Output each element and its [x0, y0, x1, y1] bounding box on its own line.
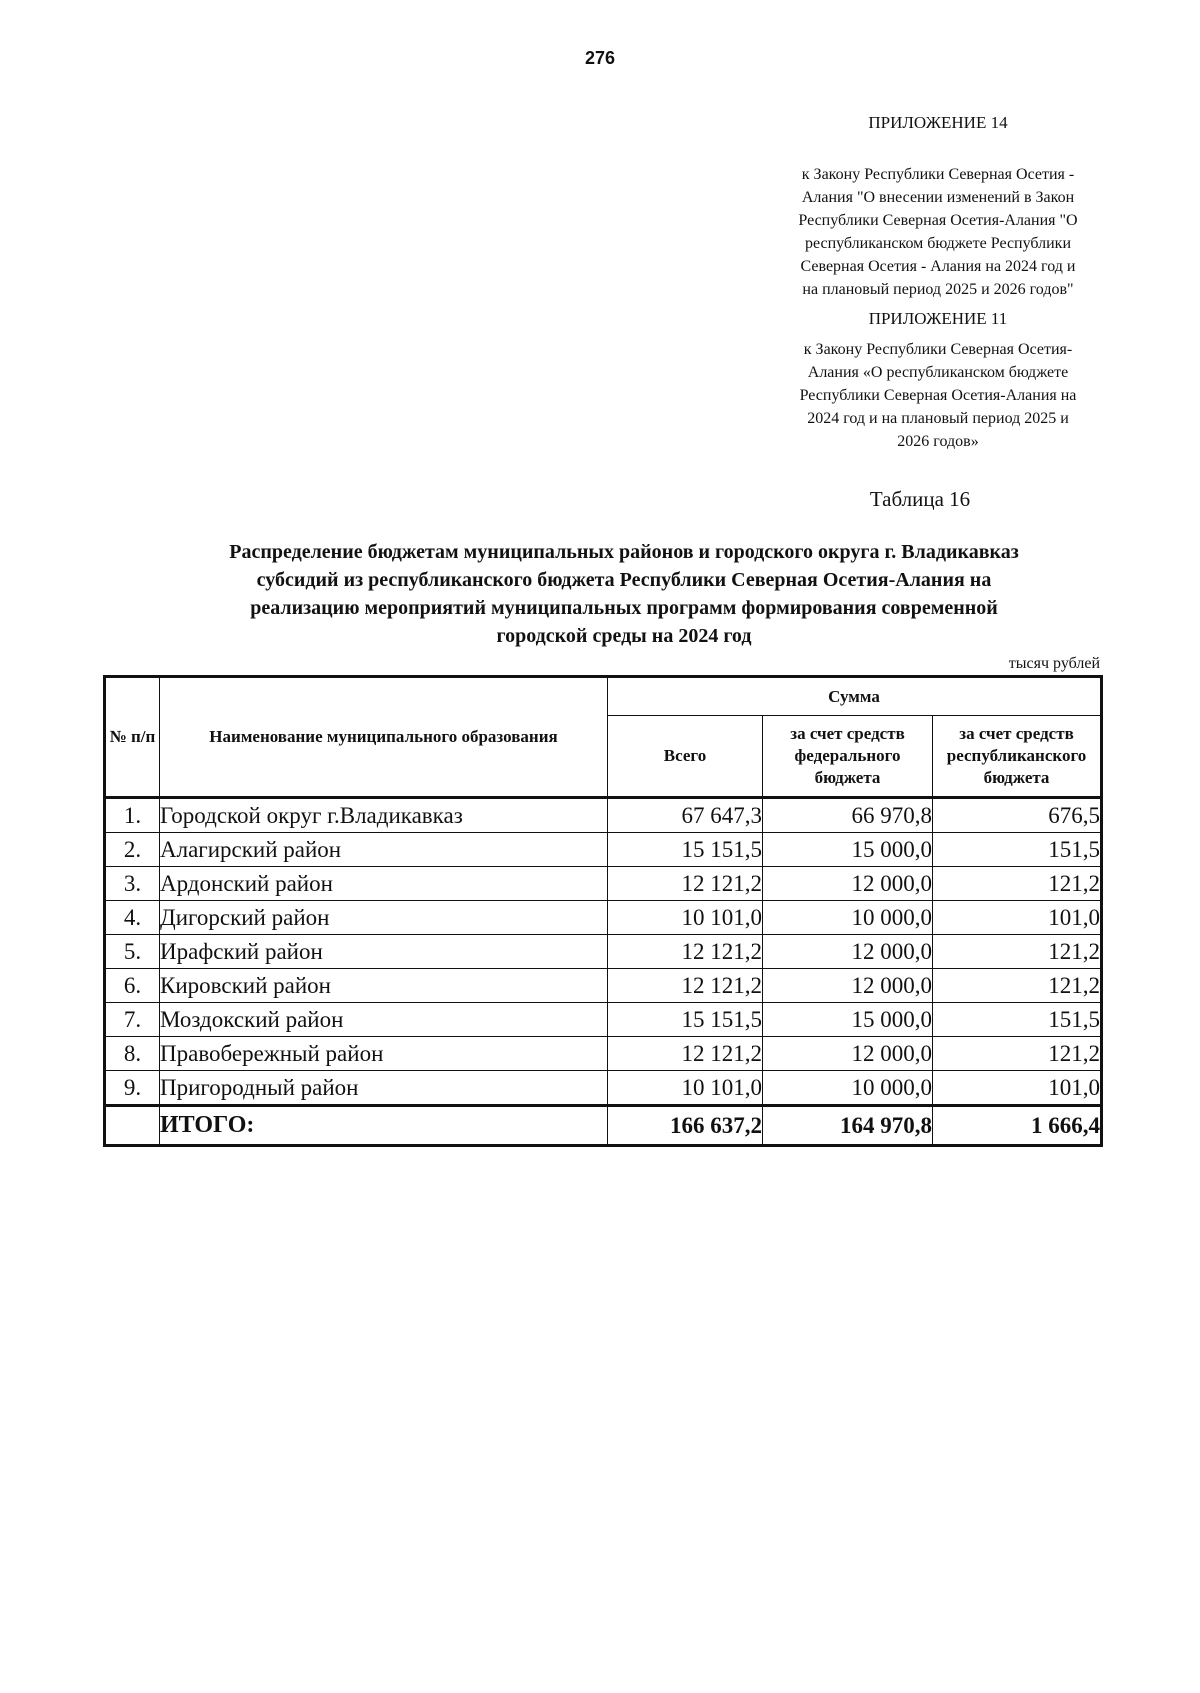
- row-total: 12 121,2: [608, 867, 763, 901]
- appendix-11-line: 2024 год и на плановый период 2025 и: [807, 410, 1069, 427]
- row-total: 10 101,0: [608, 901, 763, 935]
- appendix-11-heading: ПРИЛОЖЕНИЕ 11: [868, 309, 1008, 328]
- table-row: [105, 901, 1102, 935]
- row-republic: 121,2: [933, 1037, 1102, 1071]
- table-label: Таблица 16: [869, 487, 971, 511]
- appendix-11-line: Алания «О республиканском бюджете: [807, 364, 1069, 381]
- unit-label: тысяч рублей: [1008, 655, 1100, 672]
- row-total: 67 647,3: [608, 798, 763, 833]
- appendix-14-line: Республики Северная Осетия-Алания "О: [798, 212, 1078, 229]
- row-number: 4.: [105, 901, 160, 935]
- row-republic: 101,0: [933, 1071, 1102, 1106]
- row-name: Ардонский район: [160, 867, 608, 901]
- row-federal: 12 000,0: [763, 935, 933, 969]
- table-body: [105, 798, 1102, 1146]
- title-line: субсидий из республиканского бюджета Республики Северная Осетия-Алания на: [256, 569, 992, 591]
- row-total: 10 101,0: [608, 1071, 763, 1106]
- row-number: 8.: [105, 1037, 160, 1071]
- row-total: 12 121,2: [608, 935, 763, 969]
- row-name: Правобережный район: [160, 1037, 608, 1071]
- row-republic: 151,5: [933, 1003, 1102, 1037]
- appendix-11-line: Республики Северная Осетия-Алания на: [799, 387, 1077, 404]
- appendix-14-heading: ПРИЛОЖЕНИЕ 14: [868, 113, 1008, 132]
- total-federal: 164 970,8: [763, 1106, 933, 1146]
- row-federal: 15 000,0: [763, 833, 933, 867]
- row-federal: 12 000,0: [763, 867, 933, 901]
- row-federal: 15 000,0: [763, 1003, 933, 1037]
- appendix-14-line: Северная Осетия - Алания на 2024 год и: [800, 258, 1076, 275]
- row-number: 2.: [105, 833, 160, 867]
- appendix-14-line: к Закону Республики Северная Осетия -: [801, 166, 1075, 183]
- total-row-number: [105, 1106, 160, 1146]
- row-federal: 12 000,0: [763, 1037, 933, 1071]
- row-name: Городской округ г.Владикавказ: [160, 798, 608, 833]
- table-row: [105, 833, 1102, 867]
- row-federal: 10 000,0: [763, 901, 933, 935]
- table-row: [105, 798, 1102, 833]
- table-row: [105, 935, 1102, 969]
- appendix-14-line: республиканском бюджете Республики: [804, 235, 1072, 252]
- appendix-14-line: Алания "О внесении изменений в Закон: [801, 189, 1075, 206]
- total-sum: 166 637,2: [608, 1106, 763, 1146]
- table-row: [105, 1037, 1102, 1071]
- appendix-11-line: к Закону Республики Северная Осетия-: [803, 341, 1073, 358]
- document-title: [160, 538, 1088, 650]
- row-name: Кировский район: [160, 969, 608, 1003]
- appendix-14-line: на плановый период 2025 и 2026 годов": [802, 281, 1074, 298]
- header-name: Наименование муниципального образования: [160, 677, 608, 798]
- row-name: Алагирский район: [160, 833, 608, 867]
- row-name: Моздокский район: [160, 1003, 608, 1037]
- row-total: 12 121,2: [608, 969, 763, 1003]
- row-total: 12 121,2: [608, 1037, 763, 1071]
- row-name: Пригородный район: [160, 1071, 608, 1106]
- header-number: № п/п: [105, 677, 160, 798]
- header-republic: за счет средств республиканского бюджета: [933, 716, 1102, 798]
- table-row: [105, 1071, 1102, 1106]
- row-number: 3.: [105, 867, 160, 901]
- title-line: городской среды на 2024 год: [496, 625, 752, 647]
- row-name: Дигорский район: [160, 901, 608, 935]
- row-number: 1.: [105, 798, 160, 833]
- table-row: [105, 969, 1102, 1003]
- appendix-11-line: 2026 годов»: [897, 433, 979, 450]
- header-federal: за счет средств федерального бюджета: [763, 716, 933, 798]
- appendix-11-text: [768, 338, 1108, 453]
- row-federal: 12 000,0: [763, 969, 933, 1003]
- title-line: Распределение бюджетам муниципальных районов и городского округа г. Владикавказ: [229, 541, 1019, 563]
- title-line: реализацию мероприятий муниципальных программ формирования современной: [250, 597, 998, 619]
- row-republic: 121,2: [933, 867, 1102, 901]
- total-republic: 1 666,4: [933, 1106, 1102, 1146]
- row-federal: 10 000,0: [763, 1071, 933, 1106]
- row-name: Ирафский район: [160, 935, 608, 969]
- row-number: 5.: [105, 935, 160, 969]
- subsidy-table: [103, 675, 1103, 1147]
- table-row: [105, 1003, 1102, 1037]
- row-republic: 121,2: [933, 935, 1102, 969]
- header-sum: Сумма: [608, 677, 1102, 716]
- total-row: [105, 1106, 1102, 1146]
- total-label: ИТОГО:: [160, 1106, 608, 1146]
- appendix-14-text: [768, 163, 1108, 301]
- table-row: [105, 867, 1102, 901]
- row-republic: 101,0: [933, 901, 1102, 935]
- row-republic: 676,5: [933, 798, 1102, 833]
- row-republic: 151,5: [933, 833, 1102, 867]
- row-republic: 121,2: [933, 969, 1102, 1003]
- row-total: 15 151,5: [608, 833, 763, 867]
- row-number: 9.: [105, 1071, 160, 1106]
- header-total: Всего: [608, 716, 763, 798]
- page-number: 276: [584, 48, 616, 68]
- row-federal: 66 970,8: [763, 798, 933, 833]
- row-total: 15 151,5: [608, 1003, 763, 1037]
- row-number: 6.: [105, 969, 160, 1003]
- row-number: 7.: [105, 1003, 160, 1037]
